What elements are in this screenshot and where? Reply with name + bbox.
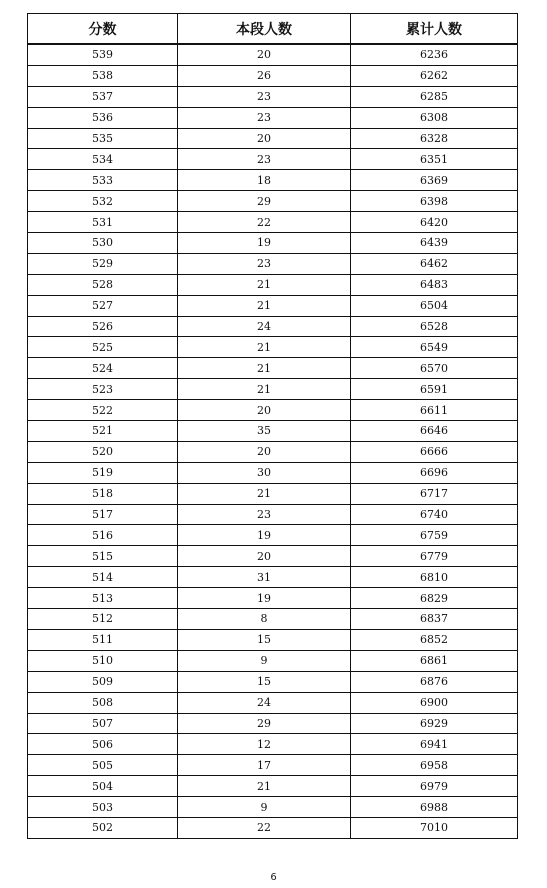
table-row (28, 546, 518, 567)
table-row (28, 107, 518, 128)
cell-segment-count: 23 (178, 149, 351, 170)
cell-cumulative-count: 6570 (351, 358, 518, 379)
cell-segment-count: 20 (178, 400, 351, 421)
cell-score: 533 (28, 170, 178, 191)
table-row (28, 149, 518, 170)
cell-segment-count: 9 (178, 797, 351, 818)
cell-cumulative-count: 6941 (351, 734, 518, 755)
column-header-segment-count: 本段人数 (178, 14, 351, 45)
cell-score: 527 (28, 295, 178, 316)
cell-score: 524 (28, 358, 178, 379)
cell-cumulative-count: 6666 (351, 441, 518, 462)
cell-score: 515 (28, 546, 178, 567)
cell-score: 513 (28, 588, 178, 609)
column-header-cumulative-count: 累计人数 (351, 14, 518, 45)
score-distribution-table (27, 13, 518, 839)
cell-segment-count: 22 (178, 817, 351, 838)
cell-score: 522 (28, 400, 178, 421)
cell-cumulative-count: 6829 (351, 588, 518, 609)
table-row (28, 650, 518, 671)
cell-score: 532 (28, 191, 178, 212)
table-row (28, 755, 518, 776)
cell-score: 508 (28, 692, 178, 713)
cell-score: 507 (28, 713, 178, 734)
cell-segment-count: 29 (178, 191, 351, 212)
cell-segment-count: 21 (178, 358, 351, 379)
table-row (28, 274, 518, 295)
cell-segment-count: 9 (178, 650, 351, 671)
cell-cumulative-count: 6462 (351, 253, 518, 274)
cell-segment-count: 35 (178, 421, 351, 442)
table-row (28, 504, 518, 525)
cell-segment-count: 24 (178, 316, 351, 337)
cell-segment-count: 21 (178, 274, 351, 295)
cell-segment-count: 29 (178, 713, 351, 734)
cell-segment-count: 19 (178, 525, 351, 546)
cell-score: 536 (28, 107, 178, 128)
cell-score: 502 (28, 817, 178, 838)
table-row (28, 817, 518, 838)
cell-score: 504 (28, 776, 178, 797)
cell-score: 516 (28, 525, 178, 546)
cell-segment-count: 15 (178, 671, 351, 692)
table-row (28, 692, 518, 713)
cell-segment-count: 30 (178, 462, 351, 483)
cell-cumulative-count: 6351 (351, 149, 518, 170)
cell-score: 520 (28, 441, 178, 462)
score-distribution-table-container (27, 13, 517, 839)
cell-segment-count: 12 (178, 734, 351, 755)
cell-score: 526 (28, 316, 178, 337)
cell-cumulative-count: 6646 (351, 421, 518, 442)
cell-segment-count: 8 (178, 609, 351, 630)
cell-segment-count: 15 (178, 629, 351, 650)
column-header-score: 分数 (28, 14, 178, 45)
cell-score: 503 (28, 797, 178, 818)
page-number: 6 (270, 872, 277, 883)
cell-segment-count: 23 (178, 107, 351, 128)
table-row (28, 671, 518, 692)
cell-segment-count: 22 (178, 212, 351, 233)
cell-score: 517 (28, 504, 178, 525)
cell-segment-count: 20 (178, 441, 351, 462)
cell-cumulative-count: 6810 (351, 567, 518, 588)
cell-segment-count: 20 (178, 546, 351, 567)
cell-cumulative-count: 6779 (351, 546, 518, 567)
table-row (28, 128, 518, 149)
table-row (28, 734, 518, 755)
table-row (28, 170, 518, 191)
cell-cumulative-count: 6958 (351, 755, 518, 776)
table-row (28, 212, 518, 233)
table-row (28, 462, 518, 483)
cell-cumulative-count: 6717 (351, 483, 518, 504)
table-row (28, 588, 518, 609)
table-row (28, 191, 518, 212)
cell-score: 523 (28, 379, 178, 400)
cell-cumulative-count: 6236 (351, 44, 518, 65)
cell-score: 514 (28, 567, 178, 588)
cell-cumulative-count: 6262 (351, 65, 518, 86)
cell-cumulative-count: 6591 (351, 379, 518, 400)
cell-segment-count: 21 (178, 776, 351, 797)
cell-cumulative-count: 6876 (351, 671, 518, 692)
cell-score: 528 (28, 274, 178, 295)
cell-score: 518 (28, 483, 178, 504)
cell-cumulative-count: 6988 (351, 797, 518, 818)
cell-score: 539 (28, 44, 178, 65)
cell-cumulative-count: 6696 (351, 462, 518, 483)
table-row (28, 86, 518, 107)
table-row (28, 483, 518, 504)
table-row (28, 337, 518, 358)
table-row (28, 525, 518, 546)
cell-segment-count: 21 (178, 337, 351, 358)
cell-cumulative-count: 6861 (351, 650, 518, 671)
cell-cumulative-count: 6611 (351, 400, 518, 421)
table-row (28, 379, 518, 400)
cell-cumulative-count: 6504 (351, 295, 518, 316)
table-header-row (28, 14, 518, 45)
cell-segment-count: 19 (178, 233, 351, 254)
cell-score: 530 (28, 233, 178, 254)
cell-cumulative-count: 6369 (351, 170, 518, 191)
cell-cumulative-count: 6979 (351, 776, 518, 797)
table-row (28, 65, 518, 86)
table-row (28, 776, 518, 797)
table-row (28, 358, 518, 379)
cell-cumulative-count: 6308 (351, 107, 518, 128)
cell-segment-count: 20 (178, 44, 351, 65)
cell-cumulative-count: 6837 (351, 609, 518, 630)
table-row (28, 253, 518, 274)
cell-score: 506 (28, 734, 178, 755)
cell-score: 519 (28, 462, 178, 483)
cell-cumulative-count: 6852 (351, 629, 518, 650)
table-body (28, 44, 518, 838)
table-row (28, 44, 518, 65)
table-row (28, 713, 518, 734)
cell-cumulative-count: 6929 (351, 713, 518, 734)
cell-segment-count: 23 (178, 504, 351, 525)
table-row (28, 400, 518, 421)
table-row (28, 316, 518, 337)
cell-segment-count: 21 (178, 295, 351, 316)
cell-score: 534 (28, 149, 178, 170)
cell-segment-count: 17 (178, 755, 351, 776)
cell-score: 511 (28, 629, 178, 650)
cell-segment-count: 18 (178, 170, 351, 191)
cell-segment-count: 23 (178, 253, 351, 274)
cell-segment-count: 20 (178, 128, 351, 149)
cell-segment-count: 21 (178, 379, 351, 400)
cell-score: 509 (28, 671, 178, 692)
table-row (28, 797, 518, 818)
table-row (28, 421, 518, 442)
table-row (28, 295, 518, 316)
cell-cumulative-count: 6398 (351, 191, 518, 212)
cell-segment-count: 23 (178, 86, 351, 107)
table-row (28, 441, 518, 462)
cell-cumulative-count: 6439 (351, 233, 518, 254)
cell-score: 529 (28, 253, 178, 274)
cell-cumulative-count: 6483 (351, 274, 518, 295)
cell-cumulative-count: 7010 (351, 817, 518, 838)
cell-cumulative-count: 6528 (351, 316, 518, 337)
table-row (28, 233, 518, 254)
cell-cumulative-count: 6549 (351, 337, 518, 358)
cell-score: 538 (28, 65, 178, 86)
cell-cumulative-count: 6900 (351, 692, 518, 713)
cell-score: 537 (28, 86, 178, 107)
table-row (28, 629, 518, 650)
cell-segment-count: 19 (178, 588, 351, 609)
cell-segment-count: 31 (178, 567, 351, 588)
cell-score: 512 (28, 609, 178, 630)
cell-segment-count: 26 (178, 65, 351, 86)
cell-cumulative-count: 6759 (351, 525, 518, 546)
cell-score: 505 (28, 755, 178, 776)
cell-score: 535 (28, 128, 178, 149)
table-row (28, 609, 518, 630)
cell-cumulative-count: 6420 (351, 212, 518, 233)
table-row (28, 567, 518, 588)
cell-segment-count: 21 (178, 483, 351, 504)
cell-segment-count: 24 (178, 692, 351, 713)
cell-score: 531 (28, 212, 178, 233)
cell-score: 521 (28, 421, 178, 442)
cell-cumulative-count: 6328 (351, 128, 518, 149)
cell-cumulative-count: 6740 (351, 504, 518, 525)
cell-cumulative-count: 6285 (351, 86, 518, 107)
cell-score: 525 (28, 337, 178, 358)
cell-score: 510 (28, 650, 178, 671)
